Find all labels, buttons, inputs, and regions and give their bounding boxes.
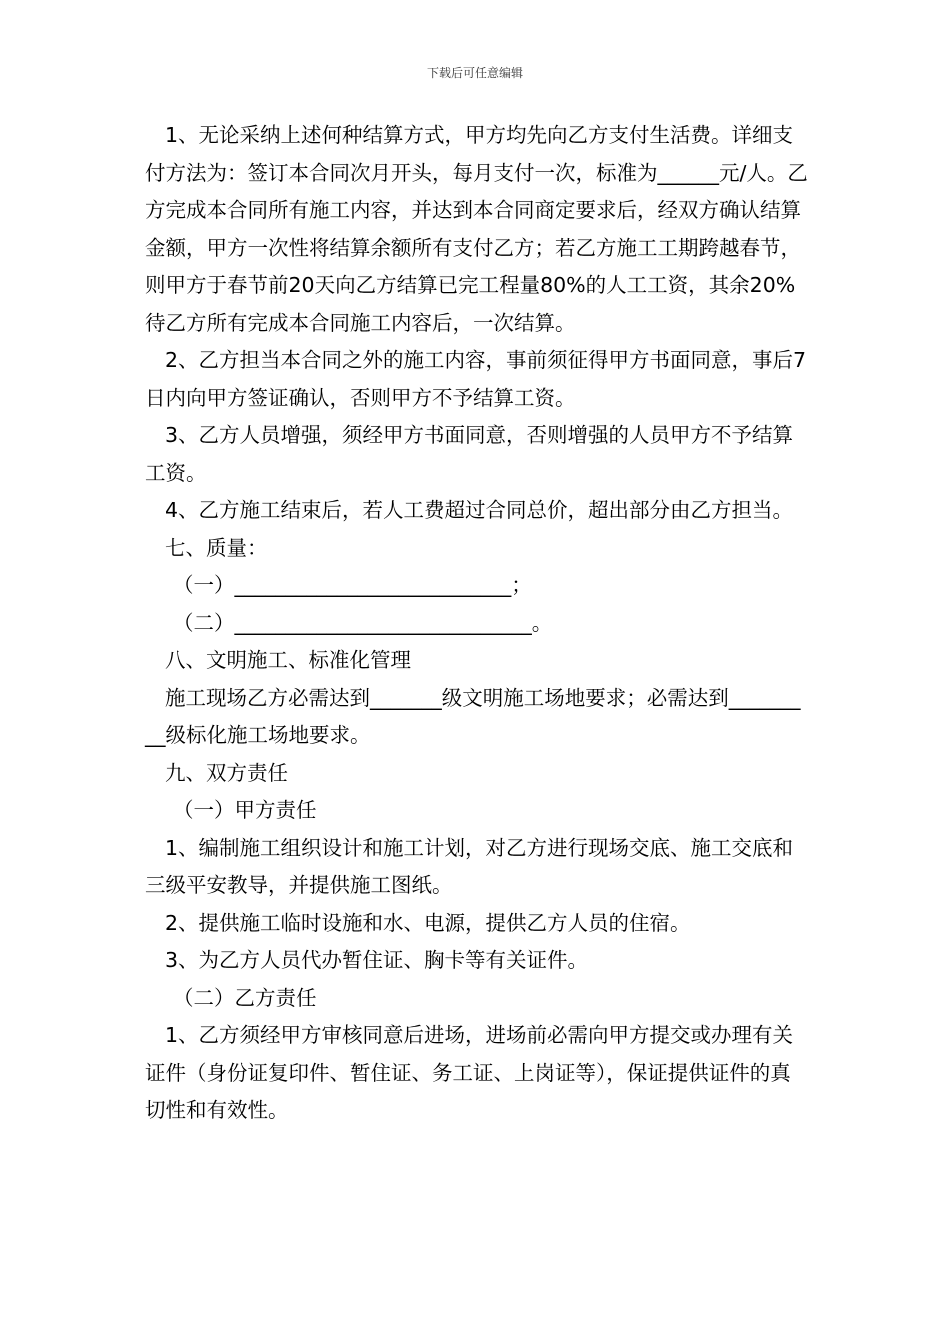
party-a-item-2: 2、提供施工临时设施和水、电源，提供乙方人员的住宿。 bbox=[165, 910, 691, 935]
paragraph-extra-work: 2、乙方担当本合同之外的施工内容，事前须征得甲方书面同意，事后7日内向甲方签证确认，否则甲方不予结算工资。 bbox=[145, 348, 807, 410]
quality-item-2: （二）_____________________________。 bbox=[173, 610, 553, 635]
header-note: 下载后可任意编辑 bbox=[426, 66, 523, 80]
party-b-item-1: 1、乙方须经甲方审核同意后进场，进场前必需向甲方提交或办理有关证件（身份证复印件、暂住证、务工证、上岗证等），保证提供证件的真切性和有效性。 bbox=[145, 1023, 794, 1122]
section-heading-quality: 七、质量： bbox=[165, 535, 268, 560]
paragraph-settlement-payment: 1、无论采纳上述何种结算方式，甲方均先向乙方支付生活费。详细支付方法为：签订本合同次月开头，每月支付一次，标准为______元/人。乙方完成本合同所有施工内容，并达到本合同商定要求后，经双方确认结算金额，甲方一次性将结算余额所有支付乙方；若乙方施工工期跨越春节，则甲方于春节前20天向乙方结算已完工程量80%的人工工资，其余20%待乙方所有完成本合同施工内容后，一次结算。 bbox=[145, 123, 808, 335]
quality-item-1: （一）___________________________； bbox=[173, 573, 532, 597]
paragraph-site-standard: 施工现场乙方必需达到_______级文明施工场地要求；必需达到_________级标化施工场地要求。 bbox=[145, 685, 801, 747]
document-body bbox=[145, 117, 810, 1130]
party-a-item-3: 3、为乙方人员代办暂住证、胸卡等有关证件。 bbox=[165, 948, 589, 972]
subheading-party-a-responsibility: （一）甲方责任 bbox=[173, 798, 317, 822]
paragraph-labor-cost-excess: 4、乙方施工结束后，若人工费超过合同总价，超出部分由乙方担当。 bbox=[165, 498, 794, 522]
party-a-item-1: 1、编制施工组织设计和施工计划，对乙方进行现场交底、施工交底和三级平安教导，并提供施工图纸。 bbox=[145, 835, 794, 897]
paragraph-staff-increase: 3、乙方人员增强，须经甲方书面同意，否则增强的人员甲方不予结算工资。 bbox=[145, 423, 794, 485]
subheading-party-b-responsibility: （二）乙方责任 bbox=[173, 985, 317, 1010]
section-heading-responsibilities: 九、双方责任 bbox=[165, 760, 288, 785]
section-heading-civilized-construction: 八、文明施工、标准化管理 bbox=[165, 648, 411, 672]
